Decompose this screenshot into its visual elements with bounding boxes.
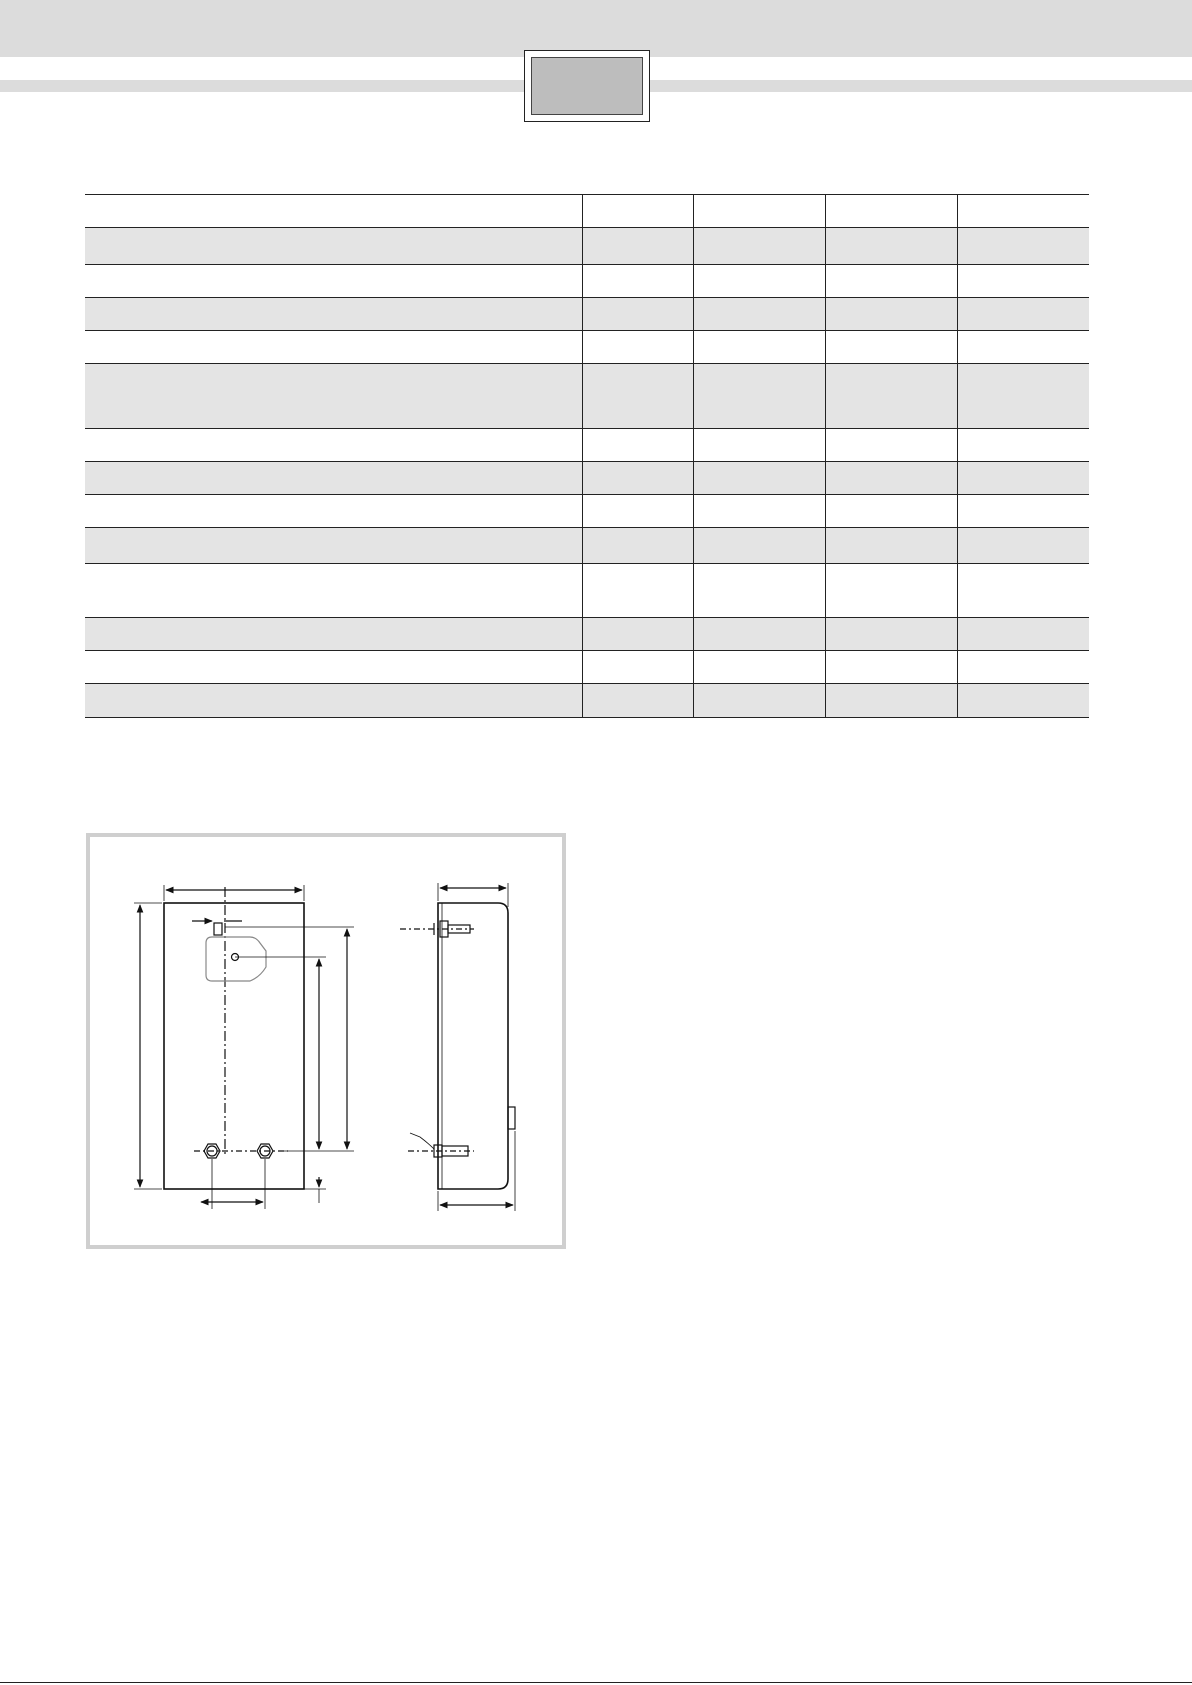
table-cell: [693, 265, 825, 298]
table-row: [85, 265, 1089, 298]
table-row: [85, 331, 1089, 364]
table-cell: [582, 265, 693, 298]
table-cell: [957, 528, 1089, 564]
table-cell: [957, 298, 1089, 331]
side-dimension-lines: [438, 883, 515, 1211]
table-cell: [825, 618, 957, 651]
table-cell-label: [85, 564, 582, 618]
table-cell-label: [85, 462, 582, 495]
front-view-outline: [164, 903, 304, 1189]
table-cell: [582, 364, 693, 429]
mounting-bracket: [206, 937, 266, 981]
table-header-cell: [825, 195, 957, 228]
table-cell: [582, 228, 693, 265]
table-cell: [693, 651, 825, 684]
table-row: [85, 564, 1089, 618]
table-cell: [957, 651, 1089, 684]
table-cell: [957, 684, 1089, 718]
table-cell: [957, 564, 1089, 618]
table-cell: [582, 429, 693, 462]
table-row: [85, 495, 1089, 528]
table-cell: [957, 228, 1089, 265]
top-screw: [214, 923, 222, 935]
table-cell: [825, 298, 957, 331]
table-cell: [825, 528, 957, 564]
table-cell-label: [85, 495, 582, 528]
table-cell: [825, 651, 957, 684]
table-row: [85, 298, 1089, 331]
table-row: [85, 651, 1089, 684]
table-cell: [582, 331, 693, 364]
table-cell-label: [85, 618, 582, 651]
table-cell: [693, 495, 825, 528]
table-row: [85, 528, 1089, 564]
wall-bolt-bottom: [408, 1133, 474, 1157]
table-cell: [693, 618, 825, 651]
table-cell: [957, 618, 1089, 651]
header-band: [0, 0, 1192, 57]
table-row: [85, 364, 1089, 429]
table-cell: [825, 265, 957, 298]
table-cell: [582, 298, 693, 331]
table-cell: [825, 228, 957, 265]
table-cell: [582, 564, 693, 618]
table-cell: [825, 495, 957, 528]
table-cell-label: [85, 528, 582, 564]
table-cell: [693, 684, 825, 718]
table-cell: [957, 364, 1089, 429]
table-cell-label: [85, 364, 582, 429]
table-cell: [957, 462, 1089, 495]
table-cell-label: [85, 684, 582, 718]
table-cell: [693, 462, 825, 495]
table-row: [85, 462, 1089, 495]
table-cell: [582, 684, 693, 718]
wall-bolt-top: [400, 921, 474, 937]
table-cell: [693, 331, 825, 364]
table-cell: [825, 684, 957, 718]
table-header-cell: [582, 195, 693, 228]
table-row: [85, 429, 1089, 462]
table-header-cell: [85, 195, 582, 228]
table-cell: [825, 462, 957, 495]
side-view-knob: [508, 1107, 515, 1129]
table-cell-label: [85, 429, 582, 462]
table-cell: [693, 298, 825, 331]
dimension-drawing-frame: [86, 833, 566, 1249]
table-cell: [582, 651, 693, 684]
table-row: [85, 684, 1089, 718]
table-header-cell: [693, 195, 825, 228]
page-title-box: [524, 50, 650, 122]
table-cell: [693, 228, 825, 265]
table-cell: [693, 528, 825, 564]
table-cell: [825, 564, 957, 618]
table-cell: [957, 331, 1089, 364]
front-dimension-lines: [134, 885, 354, 1209]
footer-rule: [0, 1682, 1192, 1683]
table-cell-label: [85, 265, 582, 298]
table-cell: [825, 331, 957, 364]
page-title: [531, 57, 643, 115]
table-cell-label: [85, 298, 582, 331]
table-cell: [957, 265, 1089, 298]
spec-table: [85, 194, 1089, 718]
table-cell: [825, 429, 957, 462]
table-cell: [582, 495, 693, 528]
table-cell: [825, 364, 957, 429]
table-cell: [693, 429, 825, 462]
table-row: [85, 618, 1089, 651]
dimension-drawing: [90, 837, 562, 1245]
table-cell: [693, 364, 825, 429]
table-cell-label: [85, 228, 582, 265]
table-cell: [957, 429, 1089, 462]
table-cell: [957, 495, 1089, 528]
table-header-cell: [957, 195, 1089, 228]
table-cell-label: [85, 651, 582, 684]
table-cell: [582, 528, 693, 564]
table-row: [85, 228, 1089, 265]
table-cell: [582, 462, 693, 495]
table-cell: [582, 618, 693, 651]
table-cell-label: [85, 331, 582, 364]
table-header-row: [85, 195, 1089, 228]
table-cell: [693, 564, 825, 618]
